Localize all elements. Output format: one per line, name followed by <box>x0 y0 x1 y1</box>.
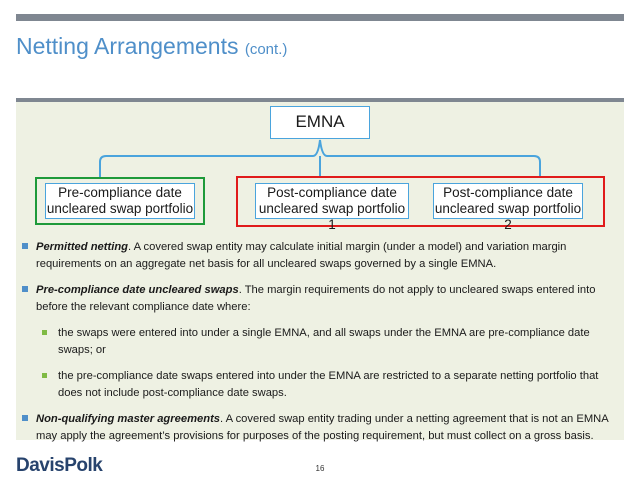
pre-compliance-label-line1: Pre-compliance date <box>58 185 182 200</box>
bullet-text: A covered swap entity trading under a netting agreement that is not an EMNA may apply the agreement’s provisions for purposes of the posting requirement, but must collect on a gross basis. <box>36 413 609 442</box>
title-suffix: (cont.) <box>244 41 288 58</box>
page-title <box>16 33 287 60</box>
bullet-permitted-netting <box>22 239 617 273</box>
bullet-lead: Non-qualifying master agreements <box>36 413 221 425</box>
bullet-square-icon <box>22 286 28 292</box>
bullet-pre-compliance-swaps <box>22 282 617 316</box>
bullet-lead: Permitted netting <box>36 241 128 253</box>
bullet-square-icon <box>22 415 28 421</box>
pre-compliance-label-line2: uncleared swap portfolio <box>46 201 194 216</box>
post-compliance-1-label-line1: Post-compliance date <box>267 185 397 200</box>
page-number: 16 <box>315 464 325 473</box>
post-compliance-2-label-line1: Post-compliance date <box>443 185 573 200</box>
top-rule <box>16 14 624 21</box>
title-text: Netting Arrangements <box>16 33 239 59</box>
bullet-list <box>22 239 617 454</box>
sub-bullet-text: the pre-compliance date swaps entered into under the EMNA are restricted to a separate netting portfolio that does not include post-compliance date swaps. <box>58 370 599 399</box>
bullet-square-icon <box>22 243 28 249</box>
post-compliance-2-label-line2: uncleared swap portfolio 2 <box>434 201 582 232</box>
post-compliance-portfolio-1-box <box>255 183 409 232</box>
sub-bullet-square-icon <box>42 330 47 335</box>
sub-bullet-square-icon <box>42 373 47 378</box>
bullet-non-qualifying-agreements <box>22 411 617 445</box>
davis-polk-logo: DavisPolk <box>16 455 103 476</box>
sub-bullet-text: the swaps were entered into under a single EMNA, and all swaps under the EMNA are pre-compliance date swaps; or <box>58 327 590 356</box>
post-compliance-portfolio-2-box <box>433 183 583 232</box>
bullet-text: A covered swap entity may calculate initial margin (under a model) and variation margin requirements on an aggregate net basis for all uncleared swaps governed by a single EMNA. <box>36 241 567 270</box>
bullet-lead-punct: . <box>128 241 132 253</box>
bullet-lead: Pre-compliance date uncleared swaps <box>36 284 239 296</box>
sub-bullet-single-emna <box>22 325 617 359</box>
pre-compliance-portfolio-box <box>45 183 195 219</box>
bullet-lead-punct: . <box>238 284 242 296</box>
post-compliance-1-label-line2: uncleared swap portfolio 1 <box>258 201 406 232</box>
sub-bullet-separate-portfolio <box>22 368 617 402</box>
emna-box: EMNA <box>270 106 370 139</box>
bullet-lead-punct: . <box>220 413 224 425</box>
bullet-text: The margin requirements do not apply to uncleared swaps entered into before the relevant compliance date where: <box>36 284 596 313</box>
